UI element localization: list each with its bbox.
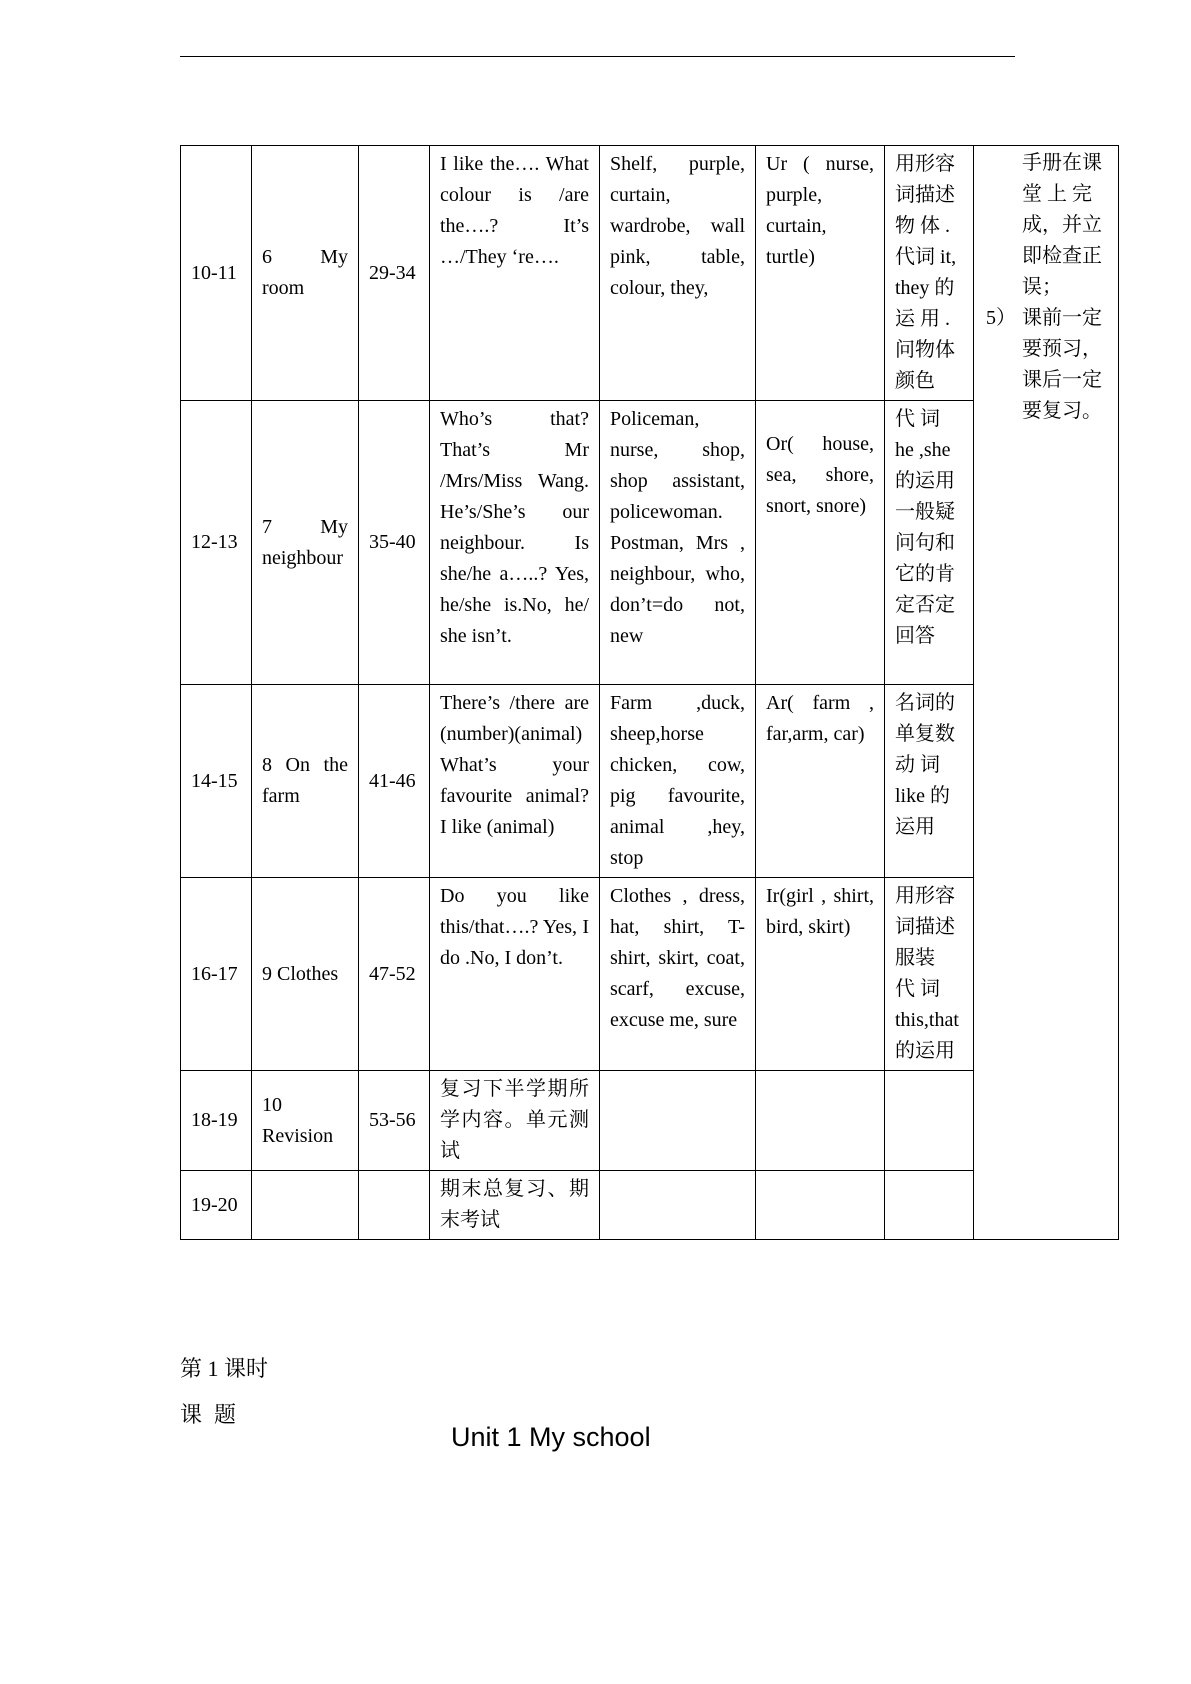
grammar-cell: 用形容 词描述 服装 代 词 this,that 的运用: [885, 878, 974, 1071]
weeks-cell: 16-17: [181, 878, 252, 1071]
pages-cell: 47-52: [359, 878, 430, 1071]
grammar-cell: [885, 1171, 974, 1240]
notes-number: 5）: [986, 307, 1016, 329]
unit-title: Unit 1 My school: [451, 1422, 651, 1452]
header-rule: [180, 56, 1015, 57]
unit-cell: 6 My room: [252, 146, 359, 401]
pages-cell: 53-56: [359, 1071, 430, 1171]
grammar-cell: 代 词 he ,she 的运用 一般疑 问句和 它的肯 定否定 回答: [885, 401, 974, 685]
topic-label: 课题: [180, 1402, 249, 1427]
sentences-cell: There’s /there are (number)(animal) What’s your favourite animal? I like (animal): [430, 685, 600, 878]
phonics-cell: Ir(girl , shirt, bird, skirt): [756, 878, 885, 1071]
weeks-cell: 18-19: [181, 1071, 252, 1171]
phonics-cell: [756, 1171, 885, 1240]
weeks-cell: 12-13: [181, 401, 252, 685]
phonics-cell: Ar( farm , far,arm, car): [756, 685, 885, 878]
weeks-cell: 14-15: [181, 685, 252, 878]
sentences-cell: Who’s that? That’s Mr /Mrs/Miss Wang. He’s/She’s our neighbour. Is she/he a…..? Yes, he/she is.No, he/ she isn’t.: [430, 401, 600, 685]
words-cell: Farm ,duck, sheep,horse chicken, cow, pig favourite, animal ,hey, stop: [600, 685, 756, 878]
pages-cell: 35-40: [359, 401, 430, 685]
phonics-cell: [756, 1071, 885, 1171]
unit-cell: 8 On the farm: [252, 685, 359, 878]
sentences-cell: 期末总复习、期末考试: [430, 1171, 600, 1240]
words-cell: [600, 1171, 756, 1240]
phonics-cell: Ur ( nurse, purple, curtain, turtle): [756, 146, 885, 401]
table-row: [181, 146, 1119, 401]
words-cell: [600, 1071, 756, 1171]
unit-cell: 7 My neighbour: [252, 401, 359, 685]
weeks-cell: 10-11: [181, 146, 252, 401]
grammar-cell: 名词的 单复数 动 词 like 的 运用: [885, 685, 974, 878]
lesson-label: 第 1 课时: [180, 1356, 269, 1381]
sentences-cell: Do you like this/that….? Yes, I do .No, I don’t.: [430, 878, 600, 1071]
pages-cell: 41-46: [359, 685, 430, 878]
phonics-cell: Or( house, sea, shore, snort, snore): [756, 401, 885, 685]
teaching-plan-table: [180, 145, 1119, 1240]
unit-cell: 10 Revision: [252, 1071, 359, 1171]
pages-cell: [359, 1171, 430, 1240]
words-cell: Shelf, purple, curtain, wardrobe, wall pink, table, colour, they,: [600, 146, 756, 401]
grammar-cell: 用形容 词描述 物 体 . 代词 it, they 的 运 用 . 问物体 颜色: [885, 146, 974, 401]
words-cell: Clothes , dress, hat, shirt, T-shirt, skirt, coat, scarf, excuse, excuse me, sure: [600, 878, 756, 1071]
sentences-cell: I like the…. What colour is /are the….? It’s …/They ‘re….: [430, 146, 600, 401]
weeks-cell: 19-20: [181, 1171, 252, 1240]
unit-cell: [252, 1171, 359, 1240]
pages-cell: 29-34: [359, 146, 430, 401]
grammar-cell: [885, 1071, 974, 1171]
notes-cell: [974, 146, 1119, 1240]
sentences-cell: 复习下半学期所学内容。单元测试: [430, 1071, 600, 1171]
notes-text: 手册在课 堂 上 完 成，并立 即检查正 误； 课前一定 要预习， 课后一定 要复习。: [1022, 152, 1102, 422]
unit-cell: 9 Clothes: [252, 878, 359, 1071]
words-cell: Policeman, nurse, shop, shop assistant, policewoman. Postman, Mrs , neighbour, who, don’t=do not, new: [600, 401, 756, 685]
